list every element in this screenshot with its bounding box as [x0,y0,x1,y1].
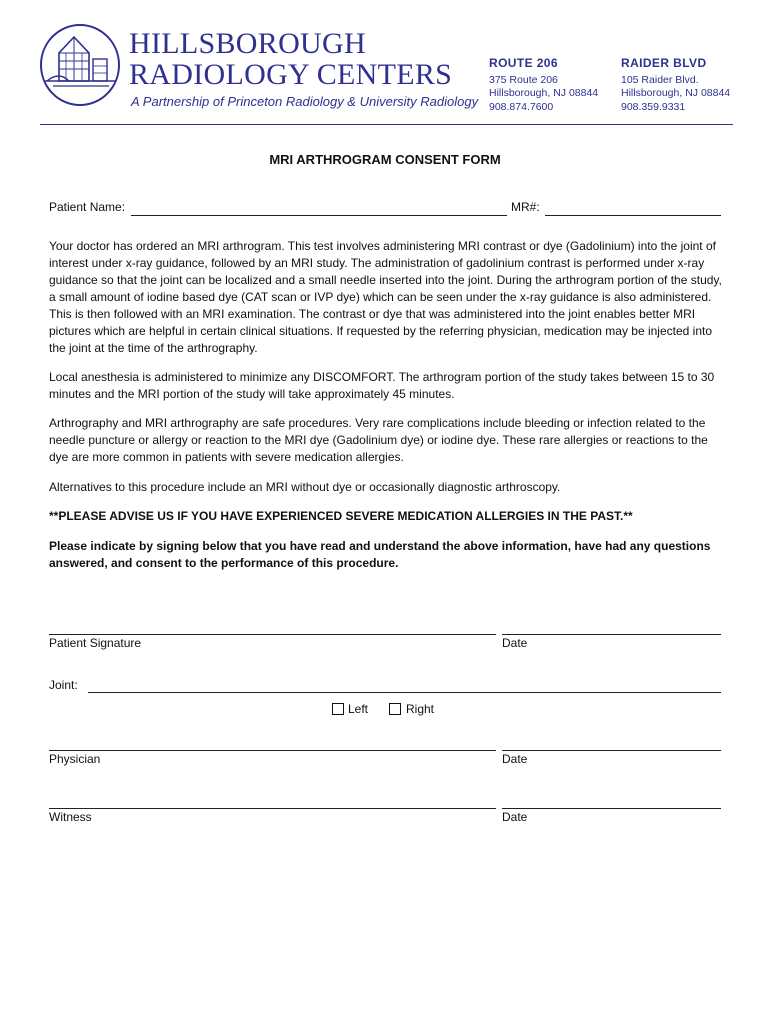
joint-field[interactable] [88,692,721,693]
patient-date-label: Date [502,636,528,650]
alternatives-paragraph: Alternatives to this procedure include an MRI without dye or occasionally diagnostic arthroscopy. [49,480,561,494]
location-city: Hillsborough, NJ 08844 [489,87,599,100]
patient-name-field[interactable] [131,215,507,216]
patient-signature-label: Patient Signature [49,636,142,650]
witness-signature-field[interactable] [49,808,496,809]
location-raider-blvd [621,57,751,114]
location-address: 105 Raider Blvd. [621,74,699,87]
org-name-line1: HILLSBOROUGH [129,27,366,60]
header-divider [40,124,733,125]
left-checkbox-label: Left [348,702,369,716]
physician-date-label: Date [502,752,528,766]
procedure-description: Your doctor has ordered an MRI arthrogram. This test involves administering MRI contrast or dye (Gadolinium) into the joint of interest under x-ray guidance, followed by an MRI study. The administration of gadolinium contrast is performed under x-ray guidance so that the joint can be localized and a small needle inserted into the joint. During the arthrogram portion of the study, a small amount of iodine based dye (CAT scan or IVP dye) which can be seen under the x-ray guidance is also administered. This is then followed with an MRI examination. The contrast or dye that was administered into the joint enables better MRI pictures which are helpful in certain clinical situations. If requested by the referring physician, medication may be injected into the joint at the time of the arthrography. [49,239,722,355]
location-phone: 908.874.7600 [489,100,554,113]
left-checkbox[interactable] [332,703,344,715]
allergy-notice: **PLEASE ADVISE US IF YOU HAVE EXPERIENCED SEVERE MEDICATION ALLERGIES IN THE PAST.** [49,509,633,523]
location-route-206 [489,57,629,114]
right-checkbox[interactable] [389,703,401,715]
location-phone: 908.359.9331 [621,100,686,113]
location-name: RAIDER BLVD [621,56,707,70]
location-address: 375 Route 206 [489,74,558,87]
org-name-line2: RADIOLOGY CENTERS [129,58,453,91]
location-name: ROUTE 206 [489,56,558,70]
physician-label: Physician [49,752,101,766]
witness-date-label: Date [502,810,528,824]
mr-number-label: MR#: [511,200,540,214]
hospital-building-logo-icon [39,23,121,107]
form-title: MRI ARTHROGRAM CONSENT FORM [269,152,501,167]
witness-label: Witness [49,810,92,824]
safety-paragraph: Arthrography and MRI arthrography are safe procedures. Very rare complications include bleeding or infection related to the needle puncture or allergy or reaction to the MRI dye (Gadolinium dye) or iodine dye. These rare allergies or reactions to the dye are more common in patients with severe medication allergies. [49,416,708,464]
right-checkbox-label: Right [406,702,435,716]
org-tagline: A Partnership of Princeton Radiology & University Radiology [131,94,479,109]
physician-date-field[interactable] [502,750,721,751]
mr-number-field[interactable] [545,215,721,216]
patient-signature-field[interactable] [49,634,496,635]
witness-date-field[interactable] [502,808,721,809]
location-city: Hillsborough, NJ 08844 [621,87,731,100]
patient-date-field[interactable] [502,634,721,635]
patient-name-label: Patient Name: [49,200,126,214]
anesthesia-paragraph: Local anesthesia is administered to minimize any DISCOMFORT. The arthrogram portion of the study takes between 15 to 30 minutes and the MRI portion of the study will take approximately 45 minutes. [49,370,715,401]
consent-statement: Please indicate by signing below that you have read and understand the above information, have had any questions answered, and consent to the performance of this procedure. [49,539,711,570]
joint-label: Joint: [49,678,78,692]
physician-signature-field[interactable] [49,750,496,751]
